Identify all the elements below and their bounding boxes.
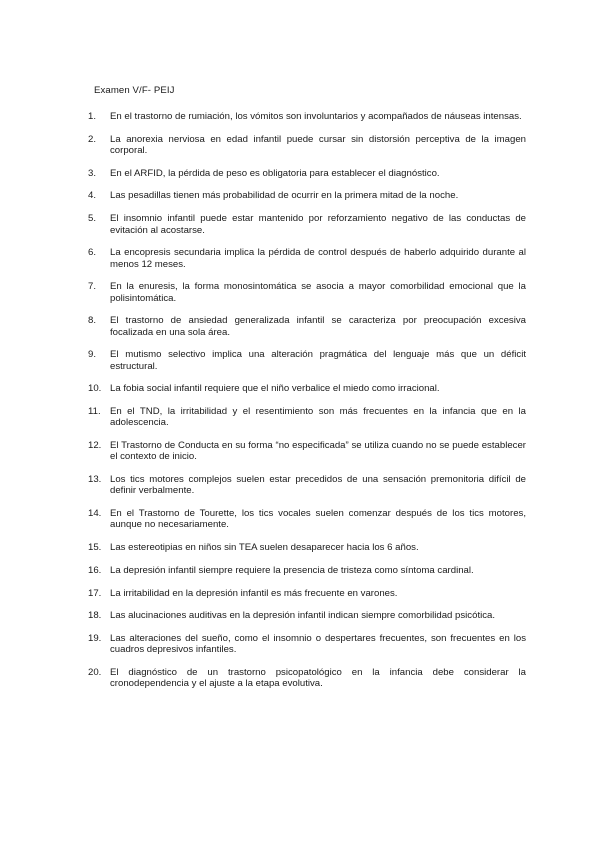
question-item (88, 168, 526, 179)
question-item (88, 440, 526, 463)
question-item (88, 633, 526, 656)
question-number: 19. (88, 633, 102, 645)
question-text: El Trastorno de Conducta en su forma “no especificada” se utiliza cuando no se puede establecer el contexto de inicio. (110, 439, 526, 463)
question-item (88, 406, 526, 429)
question-text: En el TND, la irritabilidad y el resentimiento son más frecuentes en la infancia que en la adolescencia. (110, 405, 526, 429)
question-number: 3. (88, 167, 97, 179)
question-text: Las alucinaciones auditivas en la depresión infantil indican siempre comorbilidad psicótica. (110, 610, 496, 622)
question-text: La fobia social infantil requiere que el niño verbalice el miedo como irracional. (110, 383, 440, 395)
question-number: 10. (88, 383, 102, 395)
question-text: El diagnóstico de un trastorno psicopatológico en la infancia debe considerar la cronodependencia y el ajuste a la etapa evolutiva. (110, 667, 526, 690)
question-number: 14. (88, 507, 102, 519)
document-title: Examen V/F- PEIJ (94, 85, 175, 96)
question-text: La depresión infantil siempre requiere la presencia de tristeza como síntoma cardinal. (110, 564, 474, 576)
question-text: El mutismo selectivo implica una alteración pragmática del lenguaje más que un déficit estructural. (110, 349, 526, 372)
question-text: En el Trastorno de Tourette, los tics vocales suelen comenzar después de los tics motores, aunque no necesariamente. (110, 507, 526, 531)
question-number: 1. (88, 111, 97, 122)
question-text: La irritabilidad en la depresión infantil es más frecuente en varones. (110, 587, 398, 599)
question-text: Las estereotipias en niños sin TEA suelen desaparecer hacia los 6 años. (110, 541, 419, 553)
question-number: 11. (88, 405, 101, 417)
question-number: 13. (88, 473, 102, 485)
question-text: La encopresis secundaria implica la pérdida de control después de haberlo adquirido durante al menos 12 meses. (110, 247, 526, 270)
question-number: 7. (88, 281, 97, 293)
question-number: 12. (88, 439, 102, 451)
question-number: 15. (88, 541, 102, 553)
question-number: 16. (88, 564, 102, 576)
question-number: 20. (88, 667, 102, 679)
question-item (88, 565, 526, 576)
question-text: En el trastorno de rumiación, los vómitos son involuntarios y acompañados de náuseas intensas. (110, 111, 522, 122)
question-item (88, 667, 526, 690)
question-text: El insomnio infantil puede estar mantenido por reforzamiento negativo de las conductas de evitación al acostarse. (110, 213, 526, 236)
question-item (88, 349, 526, 372)
question-item (88, 542, 526, 553)
question-text: El trastorno de ansiedad generalizada infantil se caracteriza por preocupación excesiva focalizada en una sola área. (110, 315, 526, 338)
question-item (88, 610, 526, 621)
question-text: Las pesadillas tienen más probabilidad de ocurrir en la primera mitad de la noche. (110, 190, 459, 202)
question-item (88, 111, 526, 122)
question-list (88, 111, 526, 701)
question-item (88, 315, 526, 338)
question-item (88, 213, 526, 236)
question-item (88, 134, 526, 157)
question-number: 4. (88, 190, 97, 202)
question-number: 6. (88, 247, 97, 259)
question-number: 2. (88, 133, 97, 145)
question-text: Las alteraciones del sueño, como el insomnio o despertares frecuentes, son frecuentes en los cuadros depresivos infantiles. (110, 633, 526, 656)
question-number: 18. (88, 610, 102, 622)
question-item (88, 190, 526, 201)
question-text: En el ARFID, la pérdida de peso es obligatoria para establecer el diagnóstico. (110, 167, 440, 179)
question-item (88, 508, 526, 531)
question-number: 9. (88, 349, 97, 361)
question-number: 8. (88, 315, 97, 327)
question-number: 5. (88, 213, 97, 225)
question-text: La anorexia nerviosa en edad infantil puede cursar sin distorsión perceptiva de la imagen corporal. (110, 133, 526, 156)
question-item (88, 247, 526, 270)
question-item (88, 588, 526, 599)
question-item (88, 281, 526, 304)
question-item (88, 383, 526, 394)
question-item (88, 474, 526, 497)
question-number: 17. (88, 587, 102, 599)
question-text: En la enuresis, la forma monosintomática se asocia a mayor comorbilidad emocional que la polisintomática. (110, 281, 526, 304)
question-text: Los tics motores complejos suelen estar precedidos de una sensación premonitoria difícil de definir verbalmente. (110, 473, 526, 497)
